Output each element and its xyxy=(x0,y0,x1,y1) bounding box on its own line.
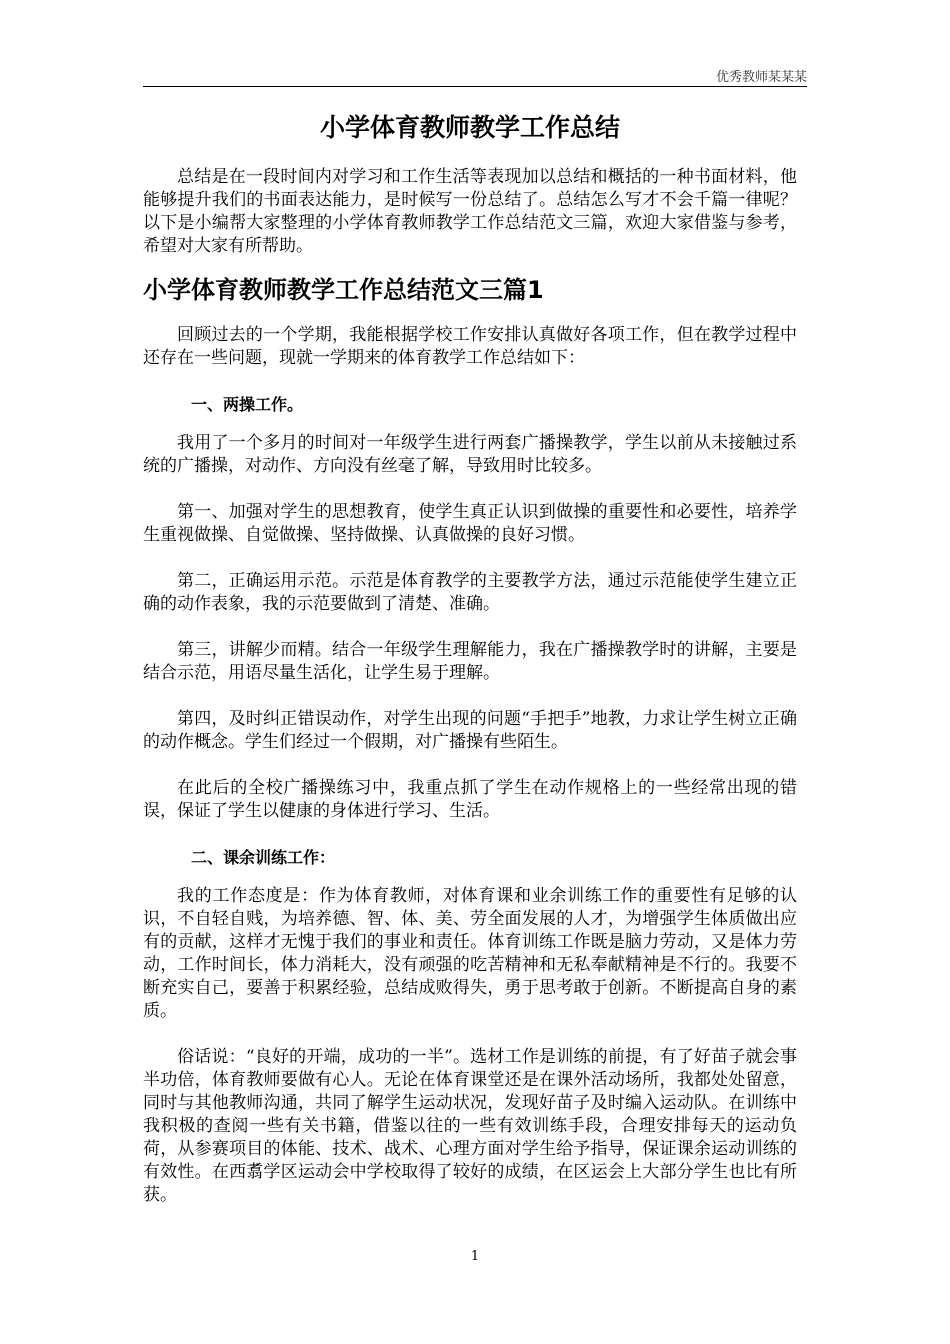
page-header-author: 优秀教师某某某 xyxy=(715,70,807,85)
body-paragraph: 我用了一个多月的时间对一年级学生进行两套广播操教学，学生以前从未接触过系统的广播操，对动作、方向没有丝毫了解，导致用时比较多。 xyxy=(143,433,797,476)
body-paragraph: 第三，讲解少而精。结合一年级学生理解能力，我在广播操教学时的讲解，主要是结合示范，用语尽量生活化，让学生易于理解。 xyxy=(143,640,797,683)
document-body xyxy=(143,110,797,1207)
document-title: 小学体育教师教学工作总结 xyxy=(319,113,620,142)
section-title: 小学体育教师教学工作总结范文三篇1 xyxy=(143,276,544,304)
body-paragraph: 第四，及时纠正错误动作，对学生出现的问题“手把手”地教，力求让学生树立正确的动作概念。学生们经过一个假期，对广播操有些陌生。 xyxy=(143,709,797,752)
body-paragraph: 第一、加强对学生的思想教育，使学生真正认识到做操的重要性和必要性，培养学生重视做操、自觉做操、坚持做操、认真做操的良好习惯。 xyxy=(143,502,797,545)
header-divider xyxy=(143,86,807,87)
body-paragraph: 俗话说：“良好的开端，成功的一半”。选材工作是训练的前提，有了好苗子就会事半功倍，体育教师要做有心人。无论在体育课堂还是在课外活动场所，我都处处留意，同时与其他教师沟通，共同了解学生运动状况，发现好苗子及时编入运动队。在训练中我积极的查阅一些有关书籍，借鉴以往的一些有效训练手段，合理安排每天的运动负荷，从参赛项目的体能、技术、战术、心理方面对学生给予指导，保证课余运动训练的有效性。在西翥学区运动会中学校取得了较好的成绩，在区运会上大部分学生也比有所获。 xyxy=(143,1047,797,1205)
section-intro-paragraph: 回顾过去的一个学期，我能根据学校工作安排认真做好各项工作，但在教学过程中还存在一些问题，现就一学期来的体育教学工作总结如下： xyxy=(143,325,797,368)
body-paragraph: 我的工作态度是：作为体育教师，对体育课和业余训练工作的重要性有足够的认识，不自轻自贱，为培养德、智、体、美、劳全面发展的人才，为增强学生体质做出应有的贡献，这样才无愧于我们的事业和责任。体育训练工作既是脑力劳动，又是体力劳动，工作时间长，体力消耗大，没有顽强的吃苦精神和无私奉献精神是不行的。我要不断充实自己，要善于积累经验，总结成败得失，勇于思考敢于创新。不断提高自身的素质。 xyxy=(143,886,797,1021)
part2-heading: 二、课余训练工作： xyxy=(191,848,336,867)
body-paragraph: 第二，正确运用示范。示范是体育教学的主要教学方法，通过示范能使学生建立正确的动作表象，我的示范要做到了清楚、准确。 xyxy=(143,571,797,614)
part1-heading: 一、两操工作。 xyxy=(191,395,304,414)
intro-paragraph: 总结是在一段时间内对学习和工作生活等表现加以总结和概括的一种书面材料，他能够提升我们的书面表达能力，是时候写一份总结了。总结怎么写才不会千篇一律呢？以下是小编帮大家整理的小学体育教师教学工作总结范文三篇，欢迎大家借鉴与参考，希望对大家有所帮助。 xyxy=(143,167,797,256)
body-paragraph: 在此后的全校广播操练习中，我重点抓了学生在动作规格上的一些经常出现的错误，保证了学生以健康的身体进行学习、生活。 xyxy=(143,778,797,821)
page-number: 1 xyxy=(470,1249,480,1264)
